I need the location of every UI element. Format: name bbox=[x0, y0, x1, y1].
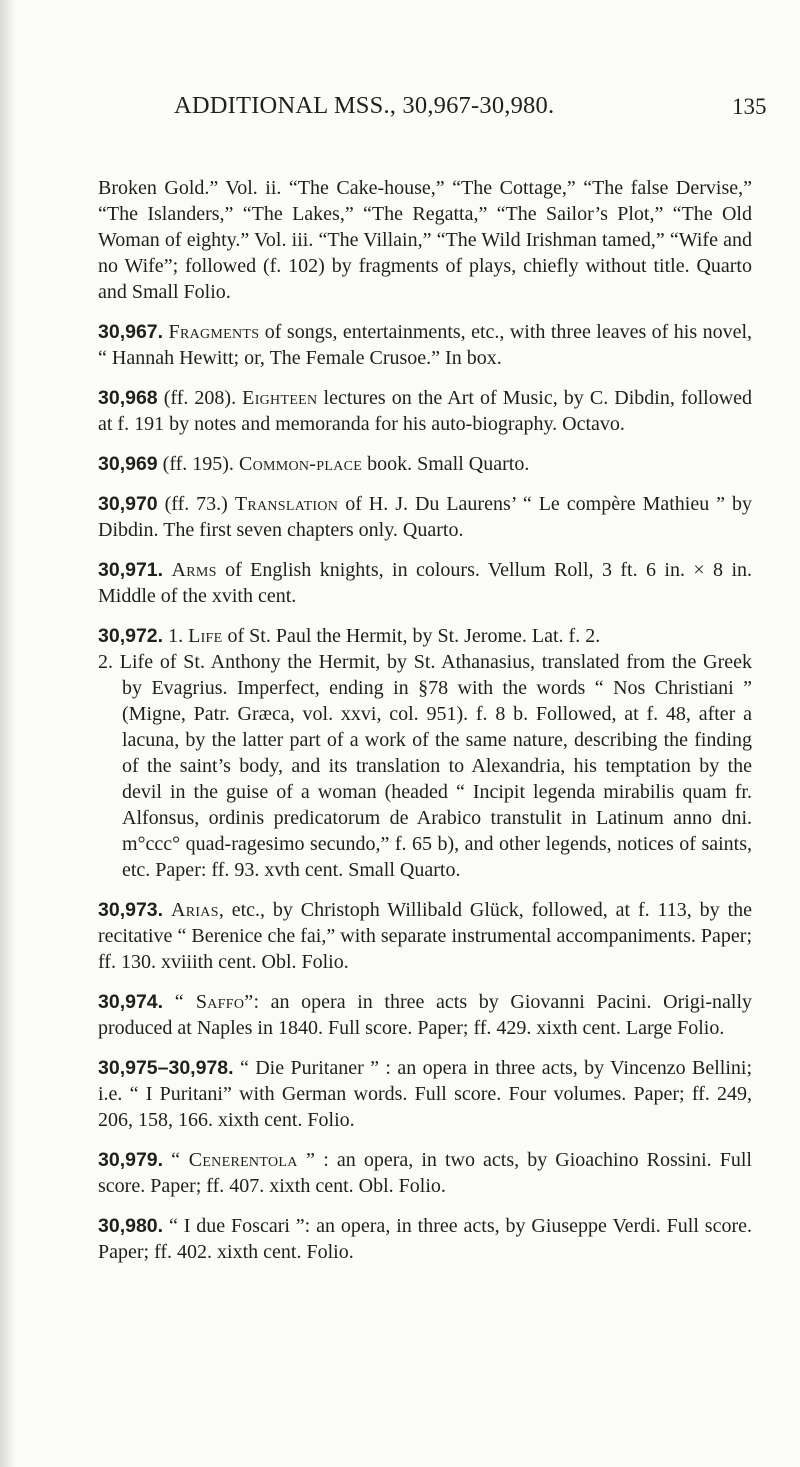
continuation-paragraph: Broken Gold.” Vol. ii. “The Cake-house,” “The Cottage,” “The false Dervise,” “The Islanders,” “The Lakes,” “The Regatta,” “The Sailor’s Plot,” “The Old Woman of eighty.” Vol. iii. “The Villain,” “The Wild Irishman tamed,” “Wife and no Wife”; followed (f. 102) by fragments of plays, chiefly without title. Quarto and Small Folio. bbox=[98, 177, 752, 303]
entry-lead: Arms bbox=[171, 559, 217, 581]
entry-lead: Life bbox=[188, 625, 223, 647]
entry-lead: Common-place bbox=[238, 453, 363, 475]
entry-text: book. Small Quarto. bbox=[362, 453, 530, 475]
catalogue-body bbox=[98, 175, 752, 1279]
entry-number: 30,973. bbox=[98, 899, 164, 921]
entry-text: of songs, entertainments, etc., with three leaves of his novel, “ Hannah Hewitt; or, The Female Crusoe.” In box. bbox=[98, 321, 753, 369]
entry-ref: (ff. 195). bbox=[157, 453, 239, 475]
entry-text: of St. Paul the Hermit, by St. Jerome. Lat. f. 2. bbox=[222, 625, 601, 647]
entry-ref: (ff. 208). bbox=[157, 387, 243, 409]
entry-number: 30,967. bbox=[98, 321, 164, 343]
page-number: 135 bbox=[732, 94, 767, 119]
entry-number: 30,968 bbox=[98, 387, 158, 409]
entry-number: 30,980. bbox=[98, 1215, 164, 1237]
entry-30970 bbox=[98, 491, 752, 543]
entry-text: of English knights, in colours. Vellum Roll, 3 ft. 6 in. × 8 in. Middle of the xvith cent. bbox=[98, 559, 753, 607]
entry-number: 30,971. bbox=[98, 559, 164, 581]
entry-30979 bbox=[98, 1147, 752, 1199]
entry-number: 30,974. bbox=[98, 991, 164, 1013]
entry-30972 bbox=[98, 623, 752, 883]
entry-30974 bbox=[98, 989, 752, 1041]
entry-part-1 bbox=[98, 623, 752, 649]
running-head: ADDITIONAL MSS., 30,967-30,980. bbox=[174, 92, 555, 119]
entry-30973 bbox=[98, 897, 752, 975]
entry-30967 bbox=[98, 319, 752, 371]
entry-30968 bbox=[98, 385, 752, 437]
entry-lead: Eighteen bbox=[242, 387, 318, 409]
entry-ref: (ff. 73.) bbox=[157, 493, 235, 515]
entry-number: 30,970 bbox=[98, 493, 158, 515]
entry-text: Life of St. Anthony the Hermit, by St. Athanasius, translated from the Greek by Evagrius. Imperfect, ending in §78 with the words “ Nos Christiani ” (Migne, Patr. Græca, vol. xxvi, col. 951). f. 8 b. Followed, at f. 48, after a lacuna, by the latter part of a work of the same nature, describing the finding of the saint’s body, and its translation to Alexandria, his temptation by the devil in the guise of a woman (headed “ Incipit legenda mirabilis quam fr. Alfonsus, ordinis predicatorum de Arabico transtulit in Latinum anno dni. m°ccc° quad-ragesimo secundo,” f. 65 b), and other legends, notices of saints, etc. Paper: ff. 93. xvth cent. Small Quarto. bbox=[119, 651, 753, 881]
entry-lead: Translation bbox=[234, 493, 339, 515]
entry-30969 bbox=[98, 451, 752, 477]
entry-text: of H. J. Du Laurens’ “ Le compère Mathieu ” by Dibdin. The first seven chapters only. Quarto. bbox=[98, 493, 753, 541]
entry-lead: Fragments bbox=[168, 321, 260, 343]
entry-number: 30,969 bbox=[98, 453, 158, 475]
entry-text: “ Die Puritaner ” : an opera in three acts, by Vincenzo Bellini; i.e. “ I Puritani” with German words. Full score. Four volumes. Paper; ff. 249, 206, 158, 166. xixth cent. Folio. bbox=[98, 1057, 752, 1131]
entry-number: 30,972. bbox=[98, 625, 164, 647]
binding-shadow bbox=[0, 0, 16, 1467]
entry-lead: “ Saffo” bbox=[174, 991, 254, 1013]
part-label: 1. bbox=[168, 625, 184, 647]
part-label: 2. bbox=[98, 651, 113, 673]
page-header bbox=[0, 92, 800, 132]
entry-number: 30,979. bbox=[98, 1149, 164, 1171]
entry-number: 30,975–30,978. bbox=[98, 1057, 234, 1079]
entry-lead: Arias bbox=[170, 899, 219, 921]
entry-part-2 bbox=[98, 649, 752, 883]
entry-30975-30978 bbox=[98, 1055, 752, 1133]
entry-text: : an opera in three acts by Giovanni Pacini. Origi-nally produced at Naples in 1840. Full score. Paper; ff. 429. xixth cent. Large Folio. bbox=[98, 991, 753, 1039]
entry-30971 bbox=[98, 557, 752, 609]
entry-text: “ I due Foscari ”: an opera, in three acts, by Giuseppe Verdi. Full score. Paper; ff. 402. xixth cent. Folio. bbox=[98, 1215, 752, 1263]
entry-text: : an opera, in two acts, by Gioachino Rossini. Full score. Paper; ff. 407. xixth cent. Obl. Folio. bbox=[98, 1149, 752, 1197]
entry-30980 bbox=[98, 1213, 752, 1265]
entry-text: , etc., by Christoph Willibald Glück, followed, at f. 113, by the recitative “ Berenice che fai,” with separate instrumental accompaniments. Paper; ff. 130. xviiith cent. Obl. Folio. bbox=[98, 899, 753, 973]
entry-lead: “ Cenerentola ” bbox=[171, 1149, 316, 1171]
entry-text: lectures on the Art of Music, by C. Dibdin, followed at f. 191 by notes and memoranda for his auto-biography. Octavo. bbox=[98, 387, 753, 435]
